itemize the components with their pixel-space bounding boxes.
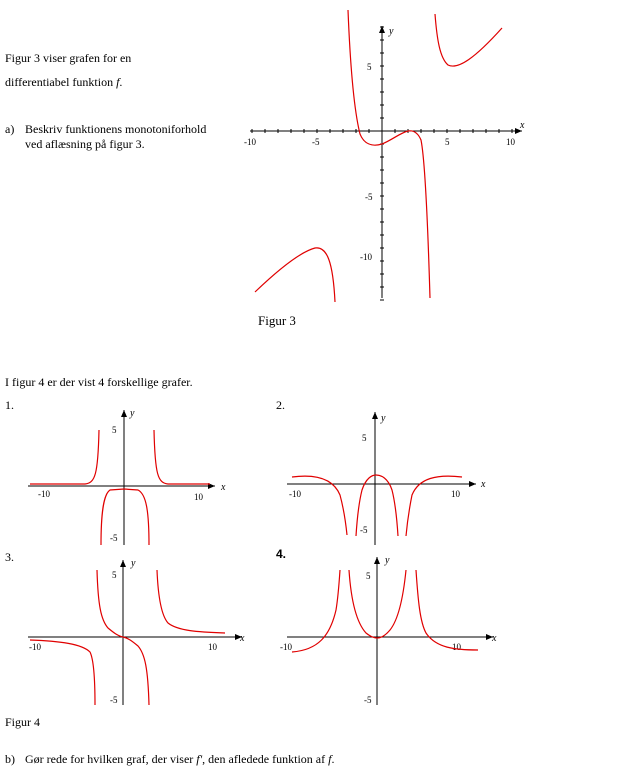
question-b-middle: , den afledede funktion af — [202, 752, 329, 766]
question-b-fprime: f' — [196, 752, 203, 766]
graph-3-number: 3. — [5, 550, 14, 564]
figure3-x-axis-label: x — [520, 120, 525, 131]
question-b-fvar: f — [328, 752, 332, 766]
graph-1-y-tick: 5 — [112, 425, 117, 435]
intro-line-2-suffix: . — [119, 75, 123, 89]
graph-3 — [28, 558, 245, 705]
question-b-text — [25, 752, 334, 766]
figure3-y-tick-label: -10 — [360, 252, 372, 262]
graph-4 — [280, 555, 497, 705]
question-a-line-1: Beskriv funktionens monotoniforhold — [25, 122, 207, 136]
graph-2-y-tick: 5 — [362, 433, 367, 443]
graph-1-y-tick: -5 — [110, 533, 118, 543]
graph-3-x-tick: 10 — [208, 642, 217, 652]
graph-4-x-label: x — [492, 633, 497, 644]
intro-line-2-prefix: differentiabel funktion — [5, 75, 117, 89]
graph-1-x-tick: 10 — [194, 492, 203, 502]
graph-3-y-tick: -5 — [110, 695, 118, 705]
figure3-x-tick-label: 5 — [445, 137, 450, 147]
figure4-caption: Figur 4 — [5, 715, 41, 729]
graph-1 — [28, 408, 226, 545]
intro-line-1: Figur 3 viser grafen for en — [5, 51, 132, 65]
figure3-x-tick-label: -5 — [312, 137, 320, 147]
figure4-intro: I figur 4 er der vist 4 forskellige grafer. — [5, 375, 193, 389]
graph-1-x-tick: -10 — [38, 489, 50, 499]
graph-4-x-tick: 10 — [452, 642, 461, 652]
question-b-prefix: Gør rede for hvilken graf, der viser — [25, 752, 197, 766]
figure3-y-tick-label: 5 — [367, 62, 372, 72]
graph-1-x-label: x — [221, 482, 226, 493]
graph-2-x-tick: 10 — [451, 489, 460, 499]
graph-2-x-label: x — [481, 479, 486, 490]
graph-4-y-tick: -5 — [364, 695, 372, 705]
figure3-y-tick-label: -5 — [365, 192, 373, 202]
graph-1-number: 1. — [5, 398, 14, 412]
graph-2-number: 2. — [276, 398, 285, 412]
graph-2 — [287, 412, 486, 545]
graph-4-number: 4. — [276, 547, 287, 561]
graph-1-y-label: y — [130, 408, 135, 419]
graph-4-x-tick: -10 — [280, 642, 292, 652]
graph-4-y-label: y — [385, 555, 390, 566]
graph-2-y-label: y — [381, 413, 386, 424]
graph-3-y-label: y — [131, 558, 136, 569]
question-a-label: a) — [5, 122, 15, 136]
question-b-suffix: . — [331, 752, 335, 766]
question-a-line-2: ved aflæsning på figur 3. — [25, 137, 145, 151]
graph-2-x-tick: -10 — [289, 489, 301, 499]
intro-function-variable: f — [116, 75, 120, 89]
figure3-caption: Figur 3 — [258, 313, 296, 328]
question-b-label: b) — [5, 752, 15, 766]
figure3-y-axis-label: y — [389, 26, 394, 37]
graph-3-x-tick: -10 — [29, 642, 41, 652]
graph-3-y-tick: 5 — [112, 570, 117, 580]
graph-3-x-label: x — [240, 633, 245, 644]
figure3-x-tick-label: -10 — [244, 137, 256, 147]
figure3-x-tick-label: 10 — [506, 137, 515, 147]
graph-4-y-tick: 5 — [366, 571, 371, 581]
graph-2-y-tick: -5 — [360, 525, 368, 535]
